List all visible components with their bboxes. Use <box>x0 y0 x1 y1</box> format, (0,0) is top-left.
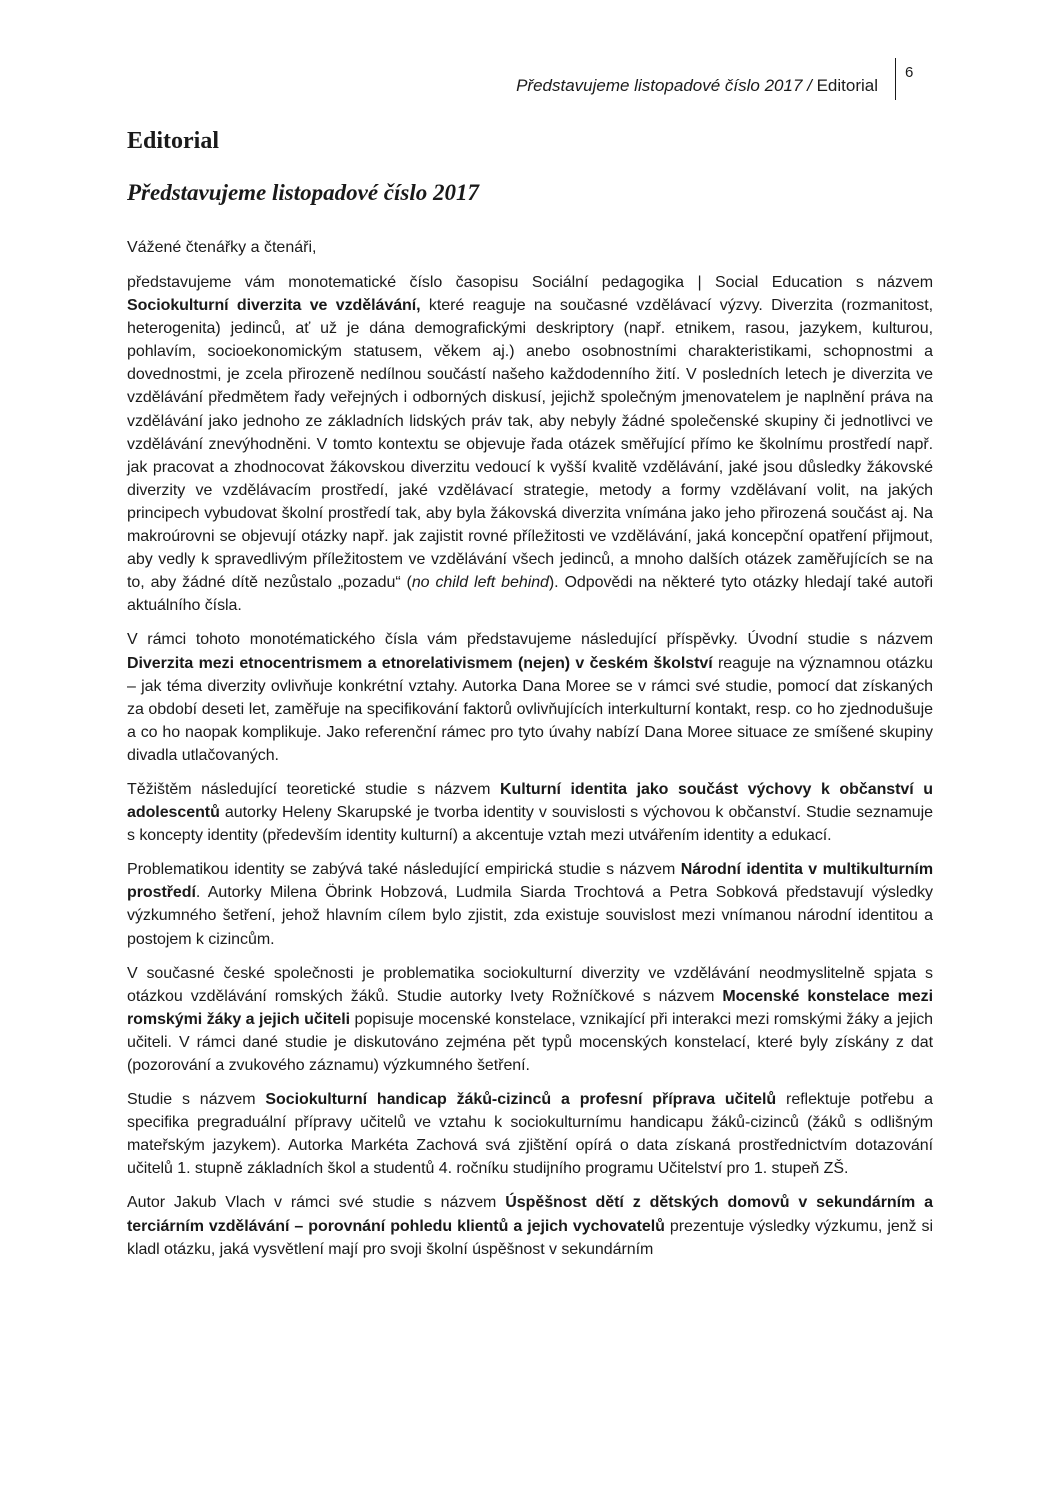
study-title: Sociokulturní handicap žáků-cizinců a profesní příprava učitelů <box>265 1091 777 1109</box>
page-number: 6 <box>905 64 914 81</box>
paragraph-text: V rámci tohoto monotématického čísla vám představujeme následující příspěvky. Úvodní studie s názvem <box>127 631 933 649</box>
paragraph-text: Studie s názvem <box>127 1091 266 1109</box>
body-paragraph <box>127 1088 933 1180</box>
study-title: Diverzita mezi etnocentrismem a etnorelativismem (nejen) v českém školství <box>127 654 713 672</box>
main-content <box>127 126 933 1272</box>
paragraph-text: ). Odpovědi na některé tyto otázky hledají také autoři aktuálního čísla. <box>127 574 933 615</box>
paragraph-text: představujeme vám monotematické číslo časopisu Sociální pedagogika | Social Education s názvem <box>127 274 933 291</box>
body-paragraph <box>127 962 933 1077</box>
running-header-title: Představujeme listopadové číslo 2017 <box>516 76 803 95</box>
body-paragraph <box>127 271 933 617</box>
study-title: Národní identita v multikulturním prostředí <box>127 861 934 902</box>
paragraph-text: které reaguje na současné vzdělávací výzvy. Diverzita (rozmanitost, heterogenita) jedinců, ať už je dána demografickými deskriptory (např. etnikem, rasou, jazykem, kulturou, pohlavím, socioekonomickým statusem, věkem aj.) anebo osobnostními charakteristikami, schopnostmi a dovednostmi, je zcela přirozeně nedílnou součástí našeho každodenního žití. V posledních letech je diverzita ve vzdělávání předmětem řady veřejných i odborných diskusí, jejichž společným jmenovatelem je naplnění práva na vzdělávání jako jednoho ze základních lidských práv tak, aby nebyly žádné společenské skupiny či jednotlivci ve vzdělávání znevýhodněni. V tomto kontextu se objevuje řada otázek směřující přímo ke školnímu prostředí např. jak pracovat a zhodnocovat žákovskou diverzitu vedoucí k vyšší kvalitě vzdělávání, jaké jsou důsledky žákovské diverzity ve vzdělávacím prostředí, jaké vzdělávací strategie, metody a formy vzdělávaní volit, na jakých principech vybudovat školní prostředí tak, aby byla žákovská diverzita vnímána jako jeho přirozená součást aj. Na makroúrovni se objevují otázky např. jak zajistit rovné příležitosti ve vzdělávání, jaká koncepční opatření přijmout, aby vedly k spravedlivým příležitostem ve vzdělávání všech jedinců, a mnoho dalších otázek zaměřujících se na to, aby žádné dítě nezůstalo „pozadu“ ( <box>127 297 934 592</box>
paragraph-text: . Autorky Milena Öbrink Hobzová, Ludmila Siarda Trochtová a Petra Sobková představují výsledky výzkumného šetření, jehož hlavním cílem bylo zjistit, zda existuje souvislost mezi vnímanou národní identitou a postojem k cizincům. <box>127 884 933 948</box>
emphasis-text: no child left behind <box>411 574 549 592</box>
paragraph-text: Problematikou identity se zabývá také následující empirická studie s názvem <box>127 861 681 879</box>
running-header-separator: / <box>802 76 817 95</box>
body-paragraph <box>127 628 933 767</box>
paragraph-text: V současné české společnosti je problematika sociokulturní diverzity ve vzdělávání neodmyslitelně spjata s otázkou vzdělávání romských žáků. Studie autorky Ivety Rožníčkové s názvem <box>127 964 933 1005</box>
header-divider <box>895 58 896 100</box>
study-title: Kulturní identita jako součást výchovy k občanství u adolescentů <box>127 780 933 822</box>
study-title: Mocenské konstelace mezi romskými žáky a jejich učiteli <box>127 987 933 1028</box>
section-title: Editorial <box>127 128 220 154</box>
article-title: Představujeme listopadové číslo 2017 <box>127 180 479 205</box>
study-title: Sociokulturní diverzita ve vzdělávání, <box>127 297 421 315</box>
paragraph-text: Autor Jakub Vlach v rámci své studie s názvem <box>127 1194 506 1212</box>
body-paragraph <box>127 778 933 847</box>
paragraph-text: prezentuje výsledky výzkumu, jenž si kladl otázku, jaká vysvětlení mají pro svoji školní úspěšnost v sekundárním <box>127 1217 933 1258</box>
paragraph-text: Těžištěm následující teoretické studie s názvem <box>127 780 500 798</box>
body-paragraph <box>127 858 933 950</box>
body-paragraph <box>127 1191 933 1260</box>
study-title: Úspěšnost dětí z dětských domovů v sekundárním a terciárním vzdělávání – porovnání pohledu klientů a jejich vychovatelů <box>127 1194 933 1235</box>
running-header-section: Editorial <box>816 76 878 95</box>
paragraph-text: reflektuje potřebu a specifika pregraduální přípravy učitelů ve vztahu k sociokulturnímu handicapu žáků-cizinců (žáků s odlišným mateřským jazykem). Autorka Markéta Zachová svá zjištění opírá o data získaná prostřednictvím dotazování učitelů 1. stupně základních škol a studentů 4. ročníku studijního programu Učitelství pro 1. stupeň ZŠ. <box>127 1091 933 1178</box>
paragraph-text: autorky Heleny Skarupské je tvorba identity v souvislosti s výchovou k občanství. Studie seznamuje s koncepty identity (především identity kulturní) a akcentuje vztah mezi utvářením identity a edukací. <box>127 804 933 845</box>
running-header <box>516 76 878 96</box>
paragraph-text: reaguje na významnou otázku – jak téma diverzity ovlivňuje konkrétní vztahy. Autorka Dana Moree se v rámci své studie, pomocí dat získaných za období deseti let, zaměřuje na specifikování faktorů ovlivňujících interkulturní kontakt, resp. co ho zjednodušuje a co ho naopak komplikuje. Jako referenční rámec pro tyto úvahy nabízí Dana Moree situace ze smíšené skupiny divadla utlačovaných. <box>127 654 933 764</box>
paragraph-text: popisuje mocenské konstelace, vznikající při interakci mezi romskými žáky a jejich učiteli. V rámci dané studie je diskutováno zejména pět typů mocenských konstelací, které byly získány z dat (pozorování a zvukového záznamu) výzkumného šetření. <box>127 1010 933 1074</box>
greeting: Vážené čtenářky a čtenáři, <box>127 239 317 256</box>
